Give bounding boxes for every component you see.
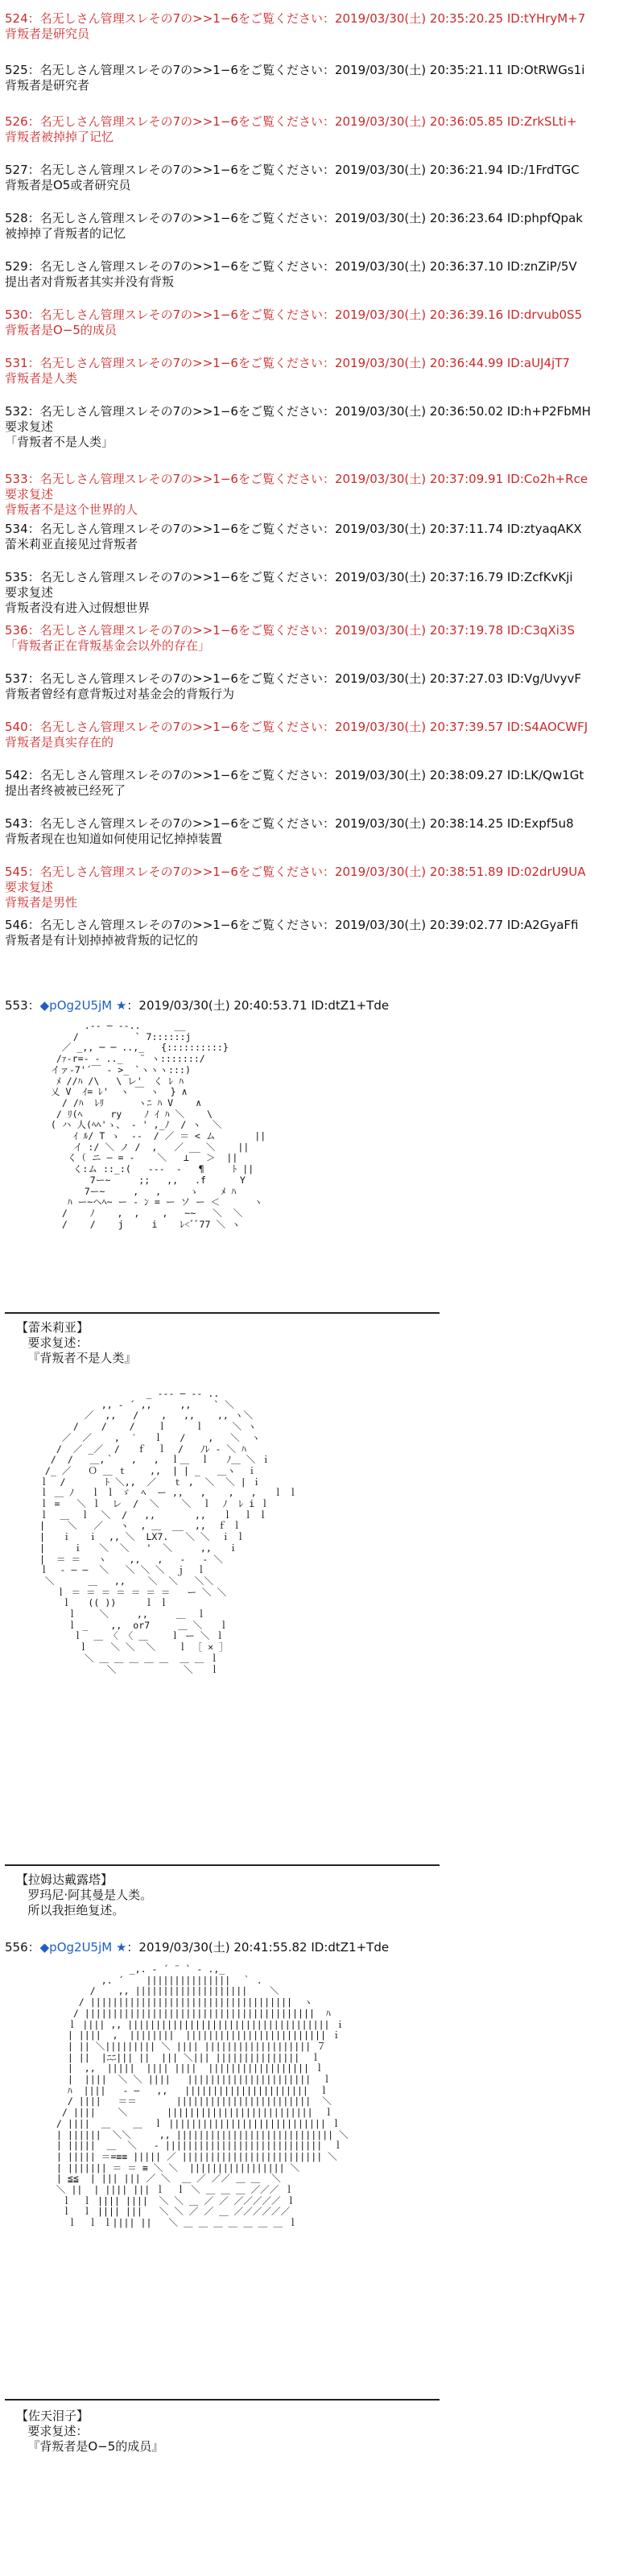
thread-post: [5, 918, 617, 948]
thread-post: [5, 163, 617, 193]
post-header: 524：名无しさん管理スレその7の>>1−6をご覧ください：2019/03/30(土) 20:35:20.25 ID:tYHryM+7: [5, 11, 586, 26]
speaker-caption: 【佐天泪子】 要求复述： 『背叛者是O−5的成员』: [16, 2409, 164, 2454]
post-body: 背叛者曾经有意背叛过对基金会的背叛行为: [5, 687, 235, 701]
post-header: 540：名无しさん管理スレその7の>>1−6をご覧ください：2019/03/30(土) 20:37:39.57 ID:S4AOCWFJ: [5, 720, 588, 734]
post-number: 556：: [5, 1940, 40, 1955]
post-header: 535：名无しさん管理スレその7の>>1−6をご覧ください：2019/03/30(土) 20:37:16.79 ID:ZcfKvKji: [5, 570, 573, 584]
thread-post: [5, 63, 617, 93]
post-body: 「背叛者正在背叛基金会以外的存在」: [5, 638, 211, 653]
post-body: 提出者对背叛者其实并没有背叛: [5, 275, 175, 289]
thread-post: [5, 768, 617, 799]
thread-post: [5, 259, 617, 290]
speaker-caption: 【拉姆达戴露塔】 罗玛尼·阿其曼是人类。 所以我拒绝复述。: [16, 1872, 153, 1918]
ascii-art: _ ‐‐‐ ― ‐‐ .. ,, ‐ ´ ,, ,, ` ＼ ／ ,, / , ,, ,, ヽ＼ / / / ｌ ｌ ＼ ヽ ／ ／ , ′ ｌ / , ＼ ヽ / ／ _／ / ｆ ｌ / ﾉﾚ ‐ ＼ ﾊ / / ＿,｀ , , ｌ＿ ｌ ﾉ＿ ＼ ｉ /_ ／ Ｏ ＿ ｔ ,, | | _ ＿ヽ ｉ ｌ / ﾄ ＼,, ／ ｔ , ＼ ＼ | ｉ ｌ ＿ ﾉ ｌ ｌ ゞ ﾍ ー ,, , , , ｌ ｌ ｌ = ＼ ｌ レ / ＼ ＼ ｌ ﾉ ﾚ i ｌ ｌ ＿ ｌ ＼ / ,, ,, ｌ ｌ ｌ | ＼ ／ ヽ , ＿ __ ,, ｆ ｌ | ｉ ｉ ,, ＼ LX7. ＼ ＼ ｉ ｌ | ｉ ＼ ＼ ' ＼ ,, ｉ | ＝ ＝ ヽ ,, , ‐ ‐ ＼ ｌ ‐ ― ― ＼ ＼ ＼ ＼ ｊ ｌ ＼ ＿ ,, ＼ ＼ ＼＼ ｌ ＝ ＝ ＝ ＝ ＝ ＝ ＝ ー ＼ ＼ ｌ (( )) ｌ ｌ ｌ ＼ ,, ＿ ｌ ｌ _ ,, or7 ＿ ＼ ｌ ｌ ＿ 〈 〈 ＿ ｌ ー ＼ ｌ ｌ ＼ ＼ ＼ ｌ ［ × ］ ＼ ＿ ＿ ＿ ＿ ＿ ＿ ＿ ｌ ＼ ＼ ｌ: [39, 1388, 298, 1675]
post-body: 背叛者是研究者: [5, 78, 90, 93]
tripcode-link[interactable]: ◆pOg2U5jM ★: [39, 1940, 127, 1955]
ascii-art: _,. ‐ ´ ¨ ` ‐ .,_ ,. ´ ||||||||||||||| ｀ . / ,, |||||||||||||||||||| ＼ / |||||||||||||||||||||||||||||||||||| ヽ / ||||||||||||||||||||||||||||||||||||||||| ﾊ ｌ |||| ,, |||||||||||||||||||||||||||||||||||| ｉ | |||| , |||||||| ||||||||||||||||||||||||| ｉ | || ＼||||||||| ＼ |||| ||||||||||||||||||| ７ | || |ﾆﾆ||| || ||| ＼||| ||||||||||||||| ｌ | ,, ||||| |||| |||| |||||||||||||||||| ｌ | |||| ＼ ＼ |||| |||||||||||||||||||||| ｌ ﾊ |||| ‐ ― ,, |||||||||||||||||||||| ｌ / |||| ＝＝ |||||||||||||||||||||||| ＼ / |||| ＼ |||||||||||||||||||||||||| ｌ / |||| ＿ ＿ ｌ |||||||||||||||||||||||||||| ｌ | |||||| ＼＼ ,, |||||||||||||||||||||||||||| ＼ | ||||| ＿ ＼ ‐ |||||||||||||||||||||||||||| ｌ | ||||| ＝=≡≡ ||||| ／ ||||||||||||||||||||||||| ＼ | ||||||| ＝ ＝ ≡ ＼ ＼ ||||||||||||||||| ＼ | ≦≦ | ||| ||| ／ ＼ ＿ ／ ／／ ＿ ＿ ＼ ＼ || | |||| ||| ｌ ｌ ＼ ＿ ＿ ＿ ／／／ ｌ ｌ ｌ |||| |||| ＼ ＼ ＿ ／ ／ ／／／／／ ｌ ｌ ｌ |||| ||| ＼ ＼ ／ ／ ＿ ／／／／／／ ｌ ｌ ｌ|||| || ＼ ＿ ＿ ＿ ＿ ＿ ＿ ＿ ｌ: [56, 1963, 349, 2229]
speaker-caption: 【蕾米莉亚】 要求复述： 『背叛者不是人类』: [16, 1320, 137, 1365]
post-meta: ：2019/03/30(土) 20:41:55.82 ID:dtZ1+Tde: [126, 1940, 390, 1955]
ascii-art: .-‐ ― ‐-.. __ / ` 7::::::j ／ _,, ─ ─ ..,_ {::::::::::} /ｧ-r=‐ - .._ ¨ ヽ:::::::/ イァ‐7'´￣ ‐ >_ `ヽヽヽ:::) ﾒ //ﾊ /\ \ レ' く ﾚ ﾊ 乂 V ｲ= ﾚ' ヽ ￣ ヽ } ∧ / /ﾊ ﾚﾘ ヽﾆ ﾊ V ∧ / ﾘ(ﾍ ry ﾉ ｲ ﾊ ＼ \ ( ハ 人(ﾍﾍ'ゝ、 ‐ ' ,_ﾉ / ヽ ＼ ｲ ﾙ/ T ゝ -- / ／ ＝ < ム || イ :/ ＼ ノ / , ／ __ ＼ || く（ ニ ― = ‐ ＼ ⊥ ＞ || く:ム ::_:( --- ‐ ¶ ﾄ || 7ー~ ;; ,, .f Y 7ー~ , , ゝ ﾒ ﾊ ﾊ ー~ヘﾍ~ ー ‐ ﾝ = ー ソ ー ＜ ヽ / ﾉ , , , ~~ ＼ ＼ / / j i ﾚ<ﾞﾞ77 ＼ ヽ: [50, 1020, 266, 1230]
post-header: 537：名无しさん管理スレその7の>>1−6をご覧ください：2019/03/30(土) 20:37:27.03 ID:Vg/UvyvF: [5, 671, 581, 686]
post-body: 要求复述 背叛者不是这个世界的人: [5, 487, 138, 517]
thread-post: [5, 308, 617, 338]
thread-post: [5, 114, 617, 145]
thread-post: [5, 211, 617, 242]
post-meta: ：2019/03/30(土) 20:40:53.71 ID:dtZ1+Tde: [126, 998, 390, 1013]
post-header: 533：名无しさん管理スレその7の>>1−6をご覧ください：2019/03/30(土) 20:37:09.91 ID:Co2h+Rce: [5, 472, 588, 486]
post-header: 545：名无しさん管理スレその7の>>1−6をご覧ください：2019/03/30(土) 20:38:51.89 ID:02drU9UA: [5, 865, 586, 879]
divider-line: [5, 1864, 440, 1866]
post-body: 被掉掉了背叛者的记忆: [5, 226, 126, 241]
post-header: 526：名无しさん管理スレその7の>>1−6をご覧ください：2019/03/30(土) 20:36:05.85 ID:ZrkSLti+: [5, 114, 577, 129]
post-body: 背叛者现在也知道如何使用记忆掉掉装置: [5, 832, 223, 846]
thread-post: [5, 720, 617, 750]
post-body: 要求复述 背叛者没有进入过假想世界: [5, 585, 151, 615]
post-body: 要求复述 背叛者是男性: [5, 880, 78, 910]
thread-post: [5, 11, 617, 42]
aa-post-header: [5, 1940, 389, 1955]
post-body: 背叛者是O−5的成员: [5, 323, 117, 337]
post-header: 527：名无しさん管理スレその7の>>1−6をご覧ください：2019/03/30(土) 20:36:21.94 ID:/1FrdTGC: [5, 163, 580, 177]
aa-post-header: [5, 998, 389, 1013]
post-header: 530：名无しさん管理スレその7の>>1−6をご覧ください：2019/03/30(土) 20:36:39.16 ID:drvub0S5: [5, 308, 583, 322]
post-header: 528：名无しさん管理スレその7の>>1−6をご覧ください：2019/03/30(土) 20:36:23.64 ID:phpfQpak: [5, 211, 583, 225]
thread-post: [5, 671, 617, 702]
post-body: 背叛者是真实存在的: [5, 735, 114, 749]
post-body: 背叛者是O5或者研究员: [5, 178, 131, 192]
divider-line: [5, 1312, 440, 1314]
thread-post: [5, 472, 617, 518]
post-body: 背叛者是有计划掉掉被背叛的记忆的: [5, 933, 199, 947]
post-header: 529：名无しさん管理スレその7の>>1−6をご覧ください：2019/03/30(土) 20:36:37.10 ID:znZiP/5V: [5, 259, 577, 274]
thread-post: [5, 404, 617, 450]
thread-post: [5, 865, 617, 910]
post-header: 543：名无しさん管理スレその7の>>1−6をご覧ください：2019/03/30(土) 20:38:14.25 ID:Expf5u8: [5, 816, 574, 831]
post-body: 提出者终被被已经死了: [5, 783, 126, 798]
post-header: 534：名无しさん管理スレその7の>>1−6をご覧ください：2019/03/30(土) 20:37:11.74 ID:ztyaqAKX: [5, 522, 582, 536]
thread-post: [5, 356, 617, 386]
post-header: 531：名无しさん管理スレその7の>>1−6をご覧ください：2019/03/30(土) 20:36:44.99 ID:aUJ4jT7: [5, 356, 570, 370]
post-header: 546：名无しさん管理スレその7の>>1−6をご覧ください：2019/03/30(土) 20:39:02.77 ID:A2GyaFfi: [5, 918, 579, 932]
divider-line: [5, 2399, 440, 2401]
thread-post: [5, 522, 617, 552]
thread-post: [5, 816, 617, 847]
post-body: 背叛者被掉掉了记忆: [5, 130, 114, 144]
post-header: 532：名无しさん管理スレその7の>>1−6をご覧ください：2019/03/30(土) 20:36:50.02 ID:h+P2FbMH: [5, 404, 591, 419]
thread-post: [5, 623, 617, 654]
post-header: 525：名无しさん管理スレその7の>>1−6をご覧ください：2019/03/30(土) 20:35:21.11 ID:OtRWGs1i: [5, 63, 585, 77]
post-header: 542：名无しさん管理スレその7の>>1−6をご覧ください：2019/03/30(土) 20:38:09.27 ID:LK/Qw1Gt: [5, 768, 584, 782]
post-body: 要求复述 「背叛者不是人类」: [5, 419, 114, 449]
post-body: 蕾米莉亚直接见过背叛者: [5, 537, 138, 551]
thread-post: [5, 570, 617, 616]
post-number: 553：: [5, 998, 40, 1013]
tripcode-link[interactable]: ◆pOg2U5jM ★: [39, 998, 127, 1013]
post-header: 536：名无しさん管理スレその7の>>1−6をご覧ください：2019/03/30(土) 20:37:19.78 ID:C3qXi3S: [5, 623, 575, 638]
post-body: 背叛者是人类: [5, 371, 78, 386]
post-body: 背叛者是研究员: [5, 27, 90, 41]
